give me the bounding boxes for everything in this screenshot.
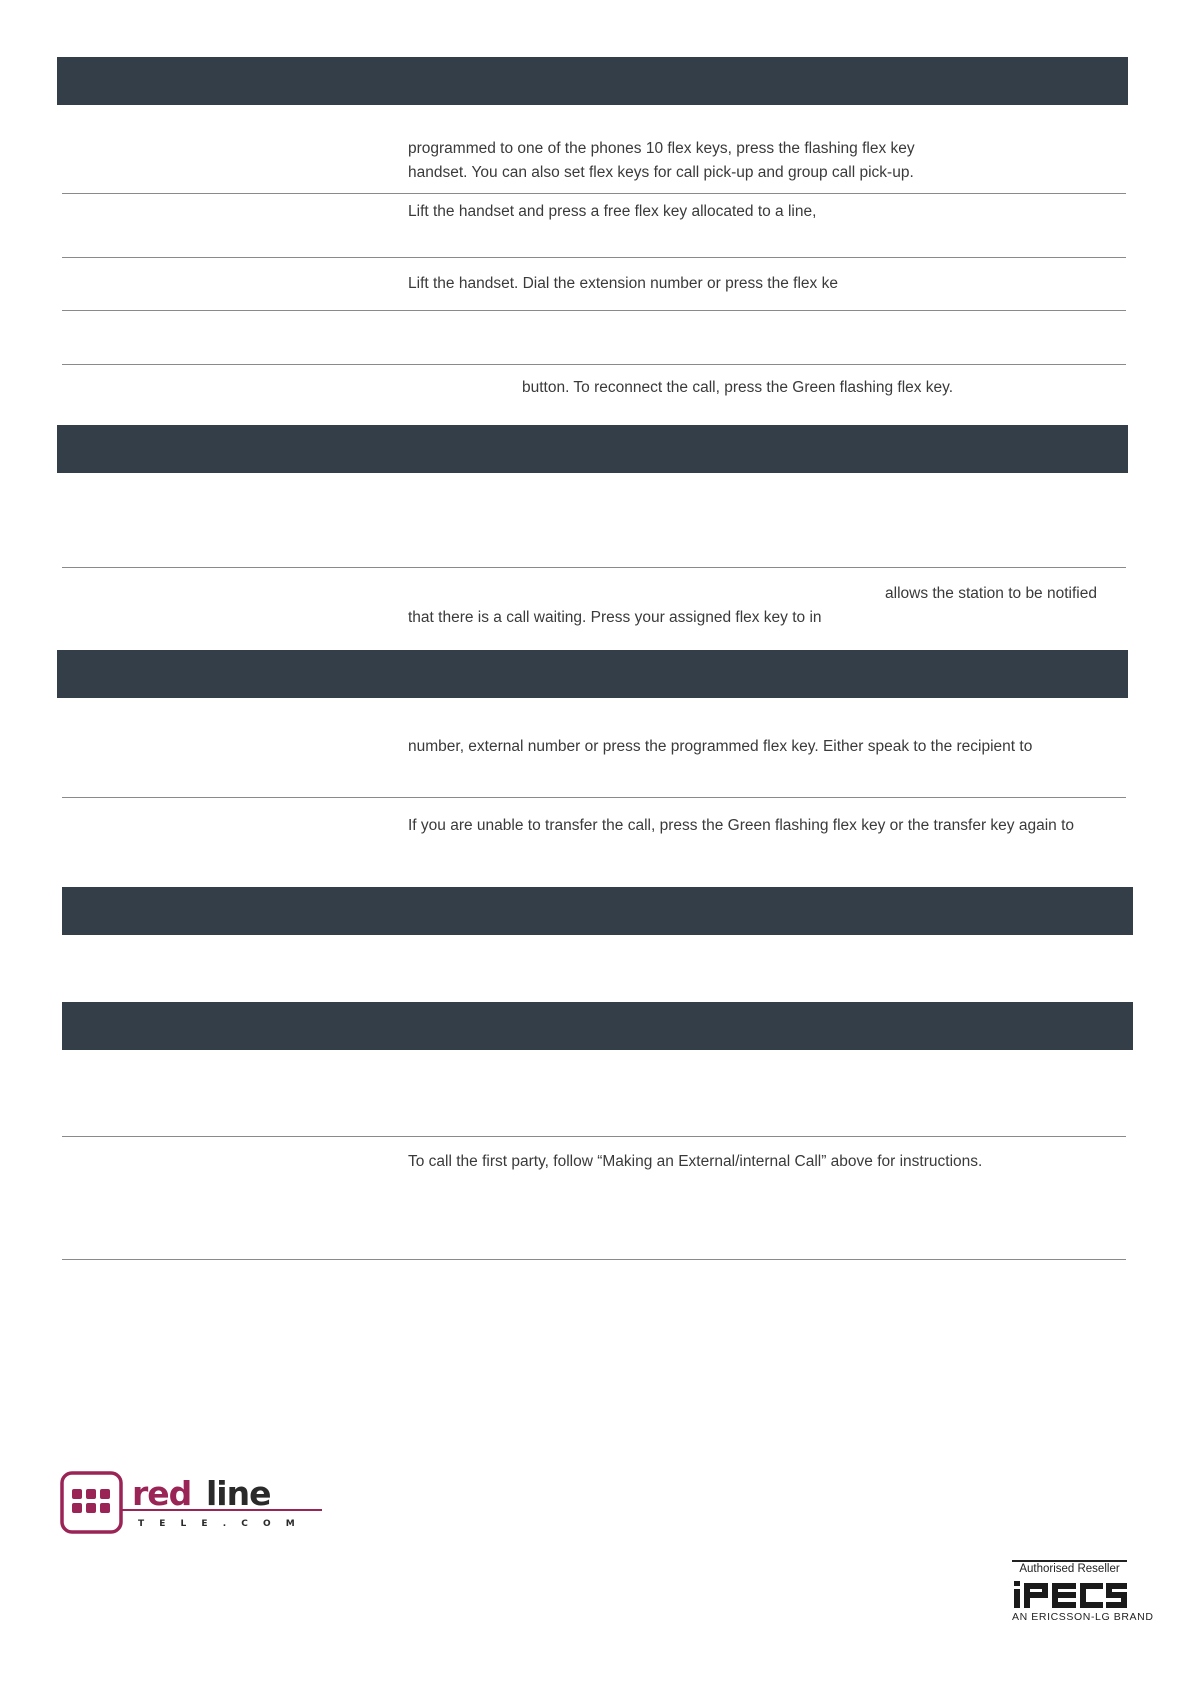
row-divider (62, 257, 1126, 258)
row-divider (62, 797, 1126, 798)
section-header-band-1 (57, 57, 1128, 105)
row-2-line-1: Lift the handset and press a free flex key allocated to a line, (408, 203, 817, 220)
logo-word-red: red (132, 1474, 192, 1513)
ipecs-word: iPECS (1012, 1581, 1015, 1582)
row-divider (62, 1259, 1126, 1260)
reseller-label: Authorised Reseller (1012, 1560, 1127, 1575)
row-1-line-1: programmed to one of the phones 10 flex keys, press the flashing flex key (408, 140, 915, 157)
row-divider (62, 364, 1126, 365)
row-divider (62, 310, 1126, 311)
logo-subtitle: T E L E . C O M (138, 1519, 301, 1529)
section-header-band-5 (62, 1002, 1133, 1050)
section-header-band-3 (57, 650, 1128, 698)
logo-word-line: line (206, 1474, 271, 1513)
row-divider (62, 567, 1126, 568)
row-8-line-1: To call the first party, follow “Making an External/internal Call” above for instructions. (408, 1153, 983, 1170)
ipecs-tagline: AN ERICSSON-LG BRAND (1012, 1611, 1154, 1623)
row-5-line-2: that there is a call waiting. Press your assigned flex key to in (408, 609, 822, 626)
row-3-line-1: Lift the handset. Dial the extension number or press the flex ke (408, 275, 838, 292)
row-1-line-2: handset. You can also set flex keys for call pick-up and group call pick-up. (408, 164, 914, 181)
row-7-line-1: If you are unable to transfer the call, press the Green flashing flex key or the transfer key again to (408, 817, 1075, 834)
row-6-line-1: number, external number or press the programmed flex key. Either speak to the recipient to (408, 738, 1033, 755)
section-header-band-2 (57, 425, 1128, 473)
row-4-line-1: button. To reconnect the call, press the Green flashing flex key. (522, 379, 954, 396)
ipecs-logo (1012, 1581, 1127, 1609)
redline-logo-graphic (60, 1470, 330, 1540)
redline-logo (60, 1470, 330, 1540)
section-header-band-4 (62, 887, 1133, 935)
row-divider (62, 1136, 1126, 1137)
row-divider (62, 193, 1126, 194)
authorised-reseller-block (1012, 1560, 1154, 1623)
row-5-line-1: allows the station to be notified (885, 585, 1097, 602)
